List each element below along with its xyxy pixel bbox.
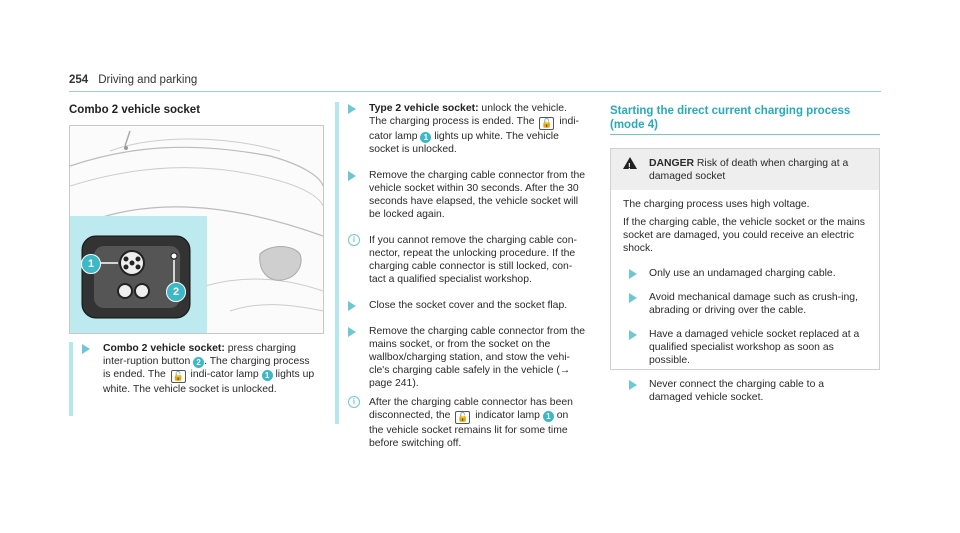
triangle-bullet-icon	[348, 104, 356, 114]
triangle-bullet-icon	[629, 380, 637, 390]
danger-step: Avoid mechanical damage such as crush-ing, abrading or driving over the cable.	[623, 291, 867, 317]
header-divider	[69, 91, 881, 92]
vehicle-socket-illustration	[69, 125, 324, 334]
triangle-bullet-icon	[348, 171, 356, 181]
danger-box	[610, 148, 880, 403]
triangle-bullet-icon	[629, 269, 637, 279]
unlock-icon: 🔓	[541, 118, 553, 128]
danger-text: Risk of death when charging at a damaged socket	[649, 158, 849, 182]
step-remove-connector: Remove the charging cable connector from the vehicle socket within 30 seconds. After the 30 seconds have elapsed, the vehicle socket will be locked again.	[348, 169, 585, 221]
step-remove-mains: Remove the charging cable connector from the mains socket, or from the socket on the wallbox/charging station, and stow the vehi-cle's charging cable safely in the vehicle (→ page 241).	[348, 325, 585, 390]
right-title-divider	[610, 134, 880, 135]
danger-header	[611, 149, 879, 190]
step-combo2: Combo 2 vehicle socket: press charging inter-ruption button 2 . The charging process is ended. The 🔓 indi-cator lamp 1 lights up white. The vehicle socket is unlocked.	[82, 342, 319, 396]
triangle-bullet-icon	[348, 327, 356, 337]
middle-steps	[335, 102, 586, 449]
section-title: Driving and parking	[98, 74, 198, 86]
triangle-bullet-icon	[82, 344, 90, 354]
danger-body	[611, 190, 879, 404]
callout-1-inline: 1	[262, 370, 273, 381]
unlock-icon: 🔓	[457, 412, 469, 422]
step-type2: Type 2 vehicle socket: unlock the vehicle. The charging process is ended. The 🔓 indi-cator lamp 1 lights up white. The vehicle socket is unlocked.	[348, 102, 585, 156]
socket-drawing	[70, 126, 323, 333]
danger-step: Never connect the charging cable to a damaged vehicle socket.	[623, 378, 867, 404]
page-number: 254	[69, 74, 89, 86]
triangle-bullet-icon	[348, 301, 356, 311]
callout-2-badge: 2	[166, 282, 186, 302]
info-icon: i	[348, 234, 360, 246]
right-section-title: Starting the direct current charging process (mode 4)	[610, 105, 851, 131]
warning-triangle-icon: !	[623, 157, 637, 169]
callout-1-badge: 1	[81, 254, 101, 274]
triangle-bullet-icon	[629, 293, 637, 303]
danger-step: Have a damaged vehicle socket replaced at a qualified specialist workshop as soon as possible.	[623, 328, 867, 367]
callout-2-inline: 2	[193, 357, 204, 368]
danger-step: Only use an undamaged charging cable.	[623, 267, 867, 280]
left-steps	[69, 342, 319, 416]
note-indicator-lamp: i After the charging cable connector has been disconnected, the 🔓 indicator lamp 1 on the vehicle socket remains lit for some time before switching off.	[348, 396, 585, 450]
unlock-icon: 🔓	[172, 371, 184, 381]
page-header	[69, 74, 197, 86]
danger-label: DANGER	[649, 158, 695, 169]
info-icon: i	[348, 396, 360, 408]
left-section-title: Combo 2 vehicle socket	[69, 104, 201, 116]
callout-1-inline: 1	[420, 132, 431, 143]
danger-paragraph: If the charging cable, the vehicle socket or the mains socket are damaged, you could receive an electric shock.	[623, 217, 866, 254]
step-close-cover: Close the socket cover and the socket flap.	[348, 299, 585, 312]
danger-paragraph: The charging process uses high voltage.	[623, 199, 810, 210]
callout-1-inline: 1	[543, 411, 554, 422]
triangle-bullet-icon	[629, 330, 637, 340]
note-cannot-remove: i If you cannot remove the charging cable con-nector, repeat the unlocking procedure. If the charging cable connector is still locked, con-tact a qualified specialist workshop.	[348, 234, 585, 286]
